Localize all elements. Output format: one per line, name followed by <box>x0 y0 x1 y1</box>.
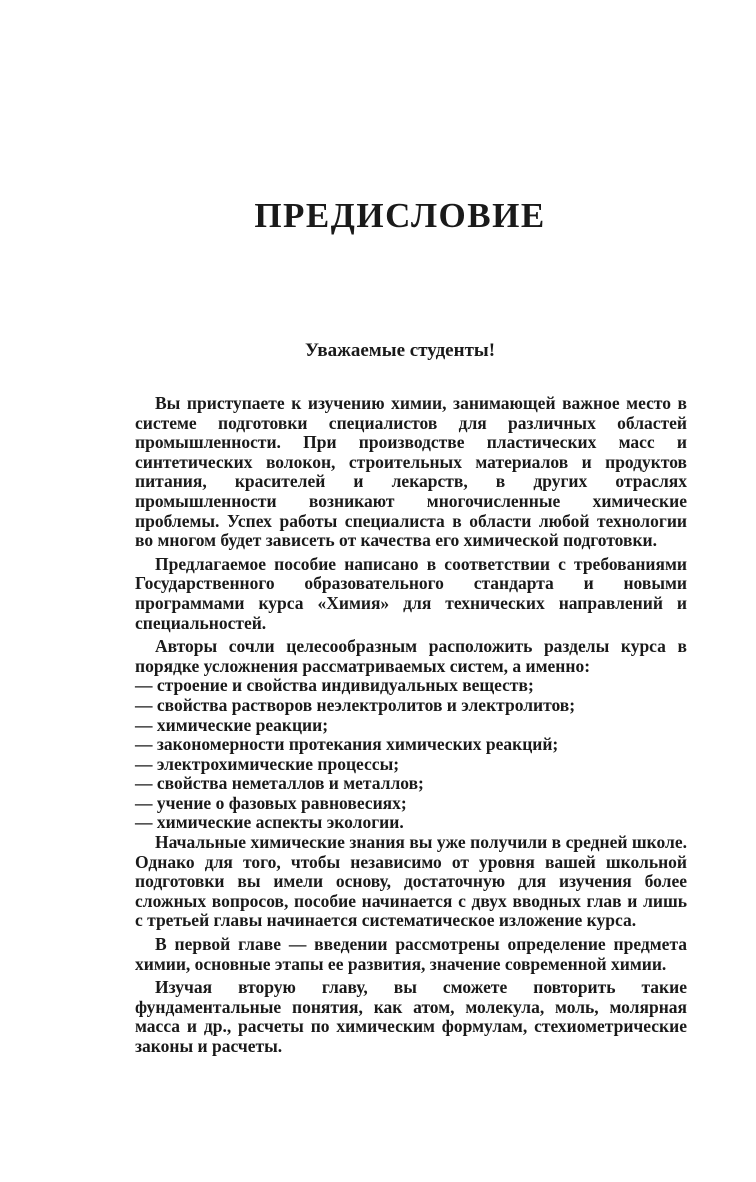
list-item: — химические реакции; <box>135 714 329 735</box>
list-item: — электрохимические процессы; <box>135 753 400 774</box>
list-item: — закономерности протекания химических реакций; <box>135 734 559 755</box>
list-item: — свойства неметаллов и металлов; <box>135 773 424 794</box>
paragraph-3: Авторы сочли целесообразным расположить разделы курса в порядке усложнения рассматриваемых систем, а именно: <box>135 636 687 676</box>
list-item: — строение и свойства индивидуальных веществ; <box>135 675 534 696</box>
salutation: Уважаемые студенты! <box>304 340 496 361</box>
paragraph-4: Начальные химические знания вы уже получили в средней школе. Однако для того, чтобы независимо от уровня вашей школьной подготовки вы имели основу, достаточную для изучения более сложных вопросов, пособие начинается с двух вводных глав и лишь с третьей главы начинается систематическое изложение курса. <box>135 832 687 931</box>
paragraph-6: Изучая вторую главу, вы сможете повторить такие фундаментальные понятия, как атом, молекула, моль, молярная масса и др., расчеты по химическим формулам, стехиометрические законы и расчеты. <box>135 977 687 1056</box>
paragraph-2: Предлагаемое пособие написано в соответствии с требованиями Государственного образовательного стандарта и новыми программами курса «Химия» для технических направлений и специальностей. <box>135 553 687 633</box>
topic-list <box>135 676 687 833</box>
list-item: — свойства растворов неэлектролитов и электролитов; <box>135 694 576 715</box>
preface-body <box>135 394 687 1057</box>
paragraph-1: Вы приступаете к изучению химии, занимающей важное место в системе подготовки специалистов для различных областей промышленности. При производстве пластических масс и синтетических волокон, строительных материалов и продуктов питания, красителей и лекарств, в других отраслях промышленности возникают многочисленные химические проблемы. Успех работы специалиста в области любой технологии во многом будет зависеть от качества его химической подготовки. <box>135 393 687 551</box>
list-item: — химические аспекты экологии. <box>135 812 404 833</box>
paragraph-5: В первой главе — введении рассмотрены определение предмета химии, основные этапы ее развития, значение современной химии. <box>135 934 687 974</box>
list-item: — учение о фазовых равновесиях; <box>135 792 407 813</box>
chapter-title: ПРЕДИСЛОВИЕ <box>254 196 546 235</box>
